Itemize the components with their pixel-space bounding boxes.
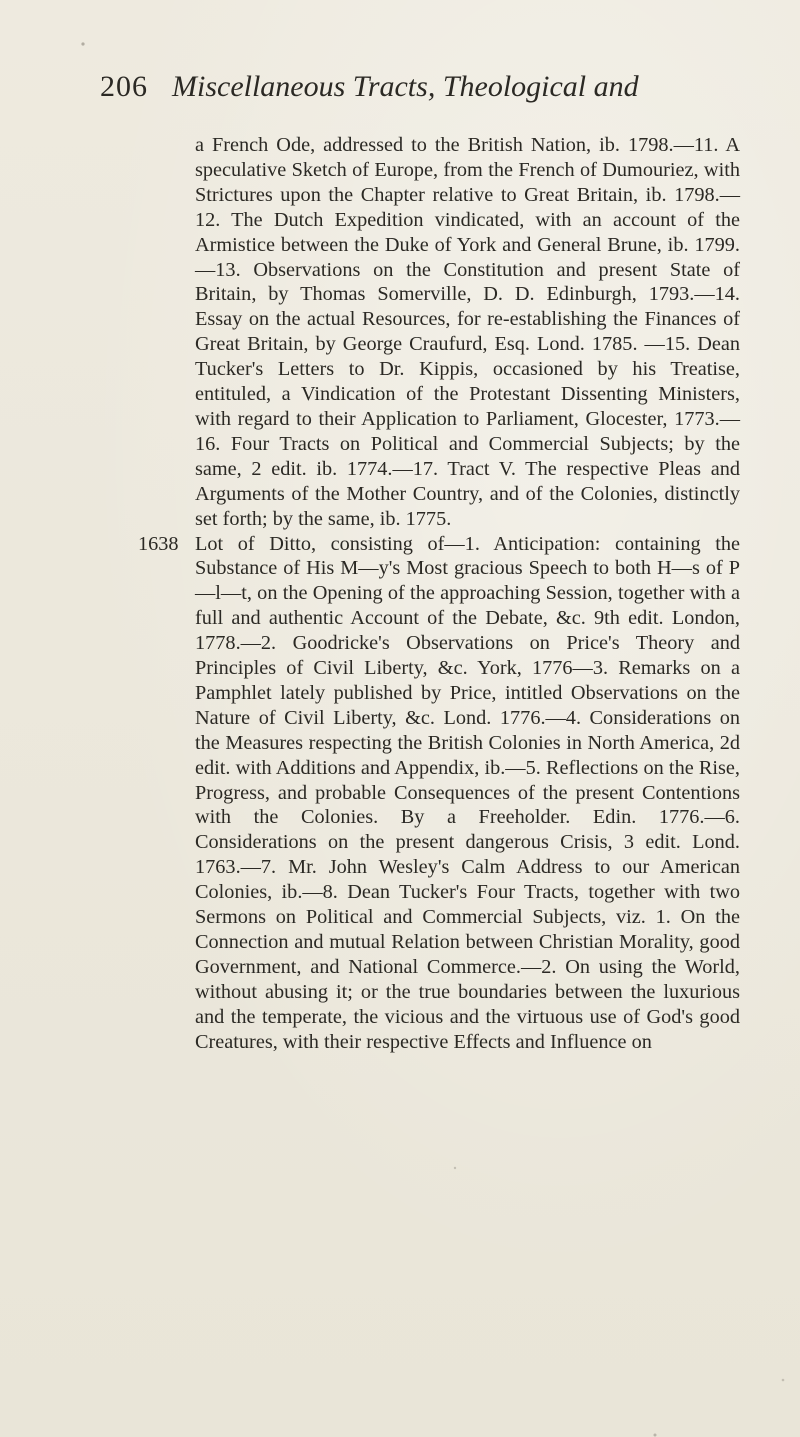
page-number: 206 bbox=[100, 70, 148, 103]
continuation-paragraph: a French Ode, addressed to the British Nation, ib. 1798.—11. A speculative Sketch of Europe, from the French of Dumouriez, with Strictures upon the Chapter relative to Great Britain, ib. 1798.—12. The Dutch Expedition vindicated, with an account of the Armistice between the Duke of York and General Brune, ib. 1799.—13. Observations on the Constitution and present State of Britain, by Thomas Somerville, D. D. Edinburgh, 1793.—14. Essay on the actual Resources, for re-establishing the Finances of Great Britain, by George Craufurd, Esq. Lond. 1785. —15. Dean Tucker's Letters to Dr. Kippis, occasioned by his Treatise, entituled, a Vindication of the Protestant Dissenting Ministers, with regard to their Application to Parliament, Glocester, 1773.—16. Four Tracts on Political and Commercial Subjects; by the same, 2 edit. ib. 1774.—17. Tract V. The respective Pleas and Arguments of the Mother Country, and of the Colonies, distinctly set forth; by the same, ib. 1775. bbox=[195, 134, 740, 530]
running-title: Miscellaneous Tracts, Theological and bbox=[172, 70, 639, 103]
lot-description: Lot of Ditto, consisting of—1. Anticipation: containing the Substance of His M—y's Most gracious Speech to both H—s of P—l—t, on the Opening of the approaching Session, together with a full and authentic Account of the Debate, &c. 9th edit. London, 1778.—2. Goodricke's Observations on Price's Theory and Principles of Civil Liberty, &c. York, 1776—3. Remarks on a Pamphlet lately published by Price, intitled Observations on the Nature of Civil Liberty, &c. Lond. 1776.—4. Considerations on the Measures respecting the British Colonies in North America, 2d edit. with Additions and Appendix, ib.—5. Reflections on the Rise, Progress, and probable Consequences of the present Contentions with the Colonies. By a Freeholder. Edin. 1776.—6. Considerations on the present dangerous Crisis, 3 edit. Lond. 1763.—7. Mr. John Wesley's Calm Address to our American Colonies, ib.—8. Dean Tucker's Four Tracts, together with two Sermons on Political and Commercial Subjects, viz. 1. On the Connection and mutual Relation between Christian Morality, good Government, and National Commerce.—2. On using the World, without abusing it; or the true boundaries between the luxurious and the temperate, the vicious and the virtuous use of God's good Creatures, with their respective Effects and Influence on bbox=[195, 532, 740, 1053]
page-header bbox=[100, 70, 760, 114]
catalogue-entry bbox=[138, 532, 740, 1055]
paper-speck bbox=[454, 1167, 456, 1169]
lot-number: 1638 bbox=[138, 532, 179, 555]
paper-speck bbox=[654, 1434, 657, 1437]
paper-speck bbox=[782, 1379, 785, 1382]
page-body bbox=[138, 133, 740, 1055]
paper-speck bbox=[81, 42, 84, 45]
